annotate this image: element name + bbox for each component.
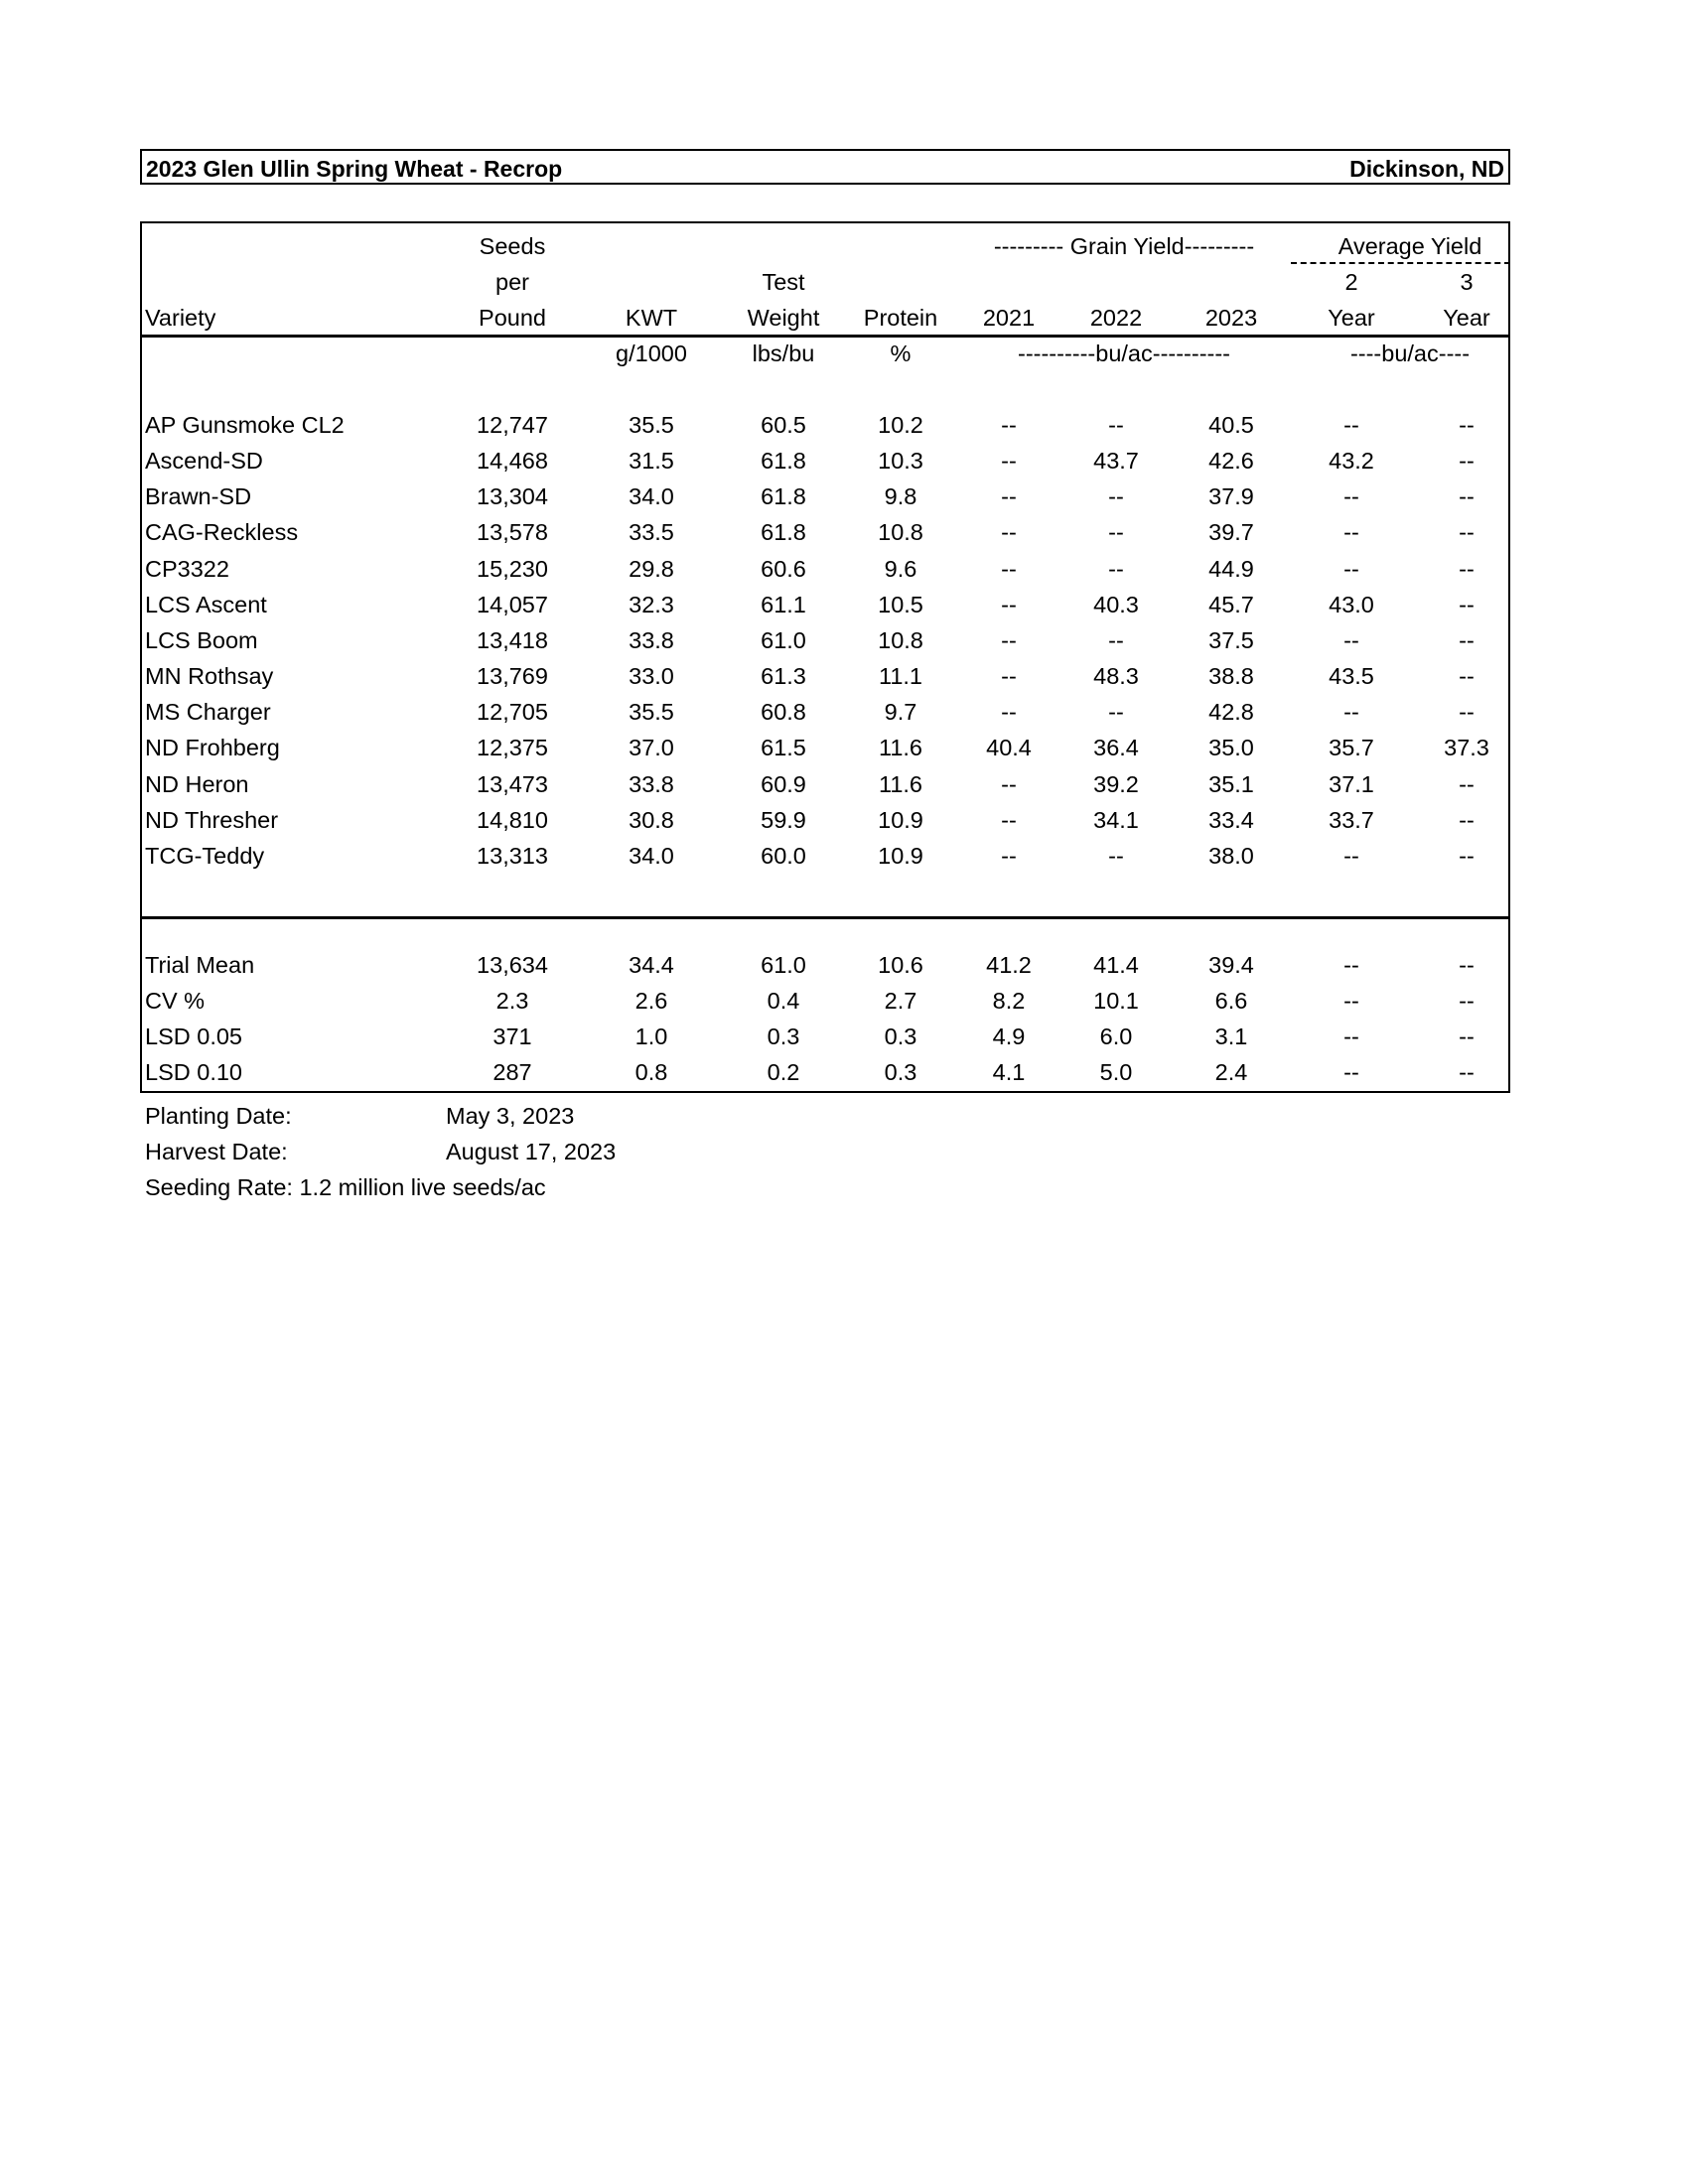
unit-kwt: g/1000: [616, 341, 687, 366]
stat-row-yield-2022: 5.0: [1099, 1059, 1133, 1085]
stat-row-yield-2022: 41.4: [1093, 952, 1139, 978]
table-row-seeds-per-pound: 12,747: [477, 412, 548, 438]
table-row-yield-2022: --: [1108, 842, 1124, 869]
table-row-yield-2022: 34.1: [1093, 806, 1139, 833]
table-row-protein: 10.3: [878, 448, 923, 475]
header-2022: 2022: [1089, 305, 1143, 331]
table-row-protein: 10.9: [878, 806, 923, 833]
table-row-test-weight: 60.9: [761, 770, 806, 797]
header-protein: Protein: [863, 305, 938, 331]
table-row-avg-3-year: 37.3: [1444, 735, 1489, 761]
table-row-avg-2-year: 43.2: [1329, 448, 1374, 475]
table-row-variety: Brawn-SD: [145, 483, 252, 510]
table-row-avg-3-year: --: [1459, 770, 1475, 797]
table-row-test-weight: 59.9: [761, 806, 806, 833]
title-bar: [140, 149, 1510, 185]
stat-row-avg-2-year: --: [1343, 988, 1359, 1014]
stat-row-variety: LSD 0.05: [145, 1024, 242, 1049]
table-row-protein: 9.7: [884, 699, 917, 726]
table-row-yield-2023: 42.8: [1208, 699, 1254, 726]
table-row-test-weight: 61.5: [761, 735, 806, 761]
table-row-seeds-per-pound: 13,578: [477, 519, 548, 546]
table-row-avg-3-year: --: [1459, 842, 1475, 869]
stat-row-avg-3-year: --: [1459, 988, 1475, 1014]
table-row-protein: 11.1: [879, 663, 922, 690]
table-row-yield-2022: 48.3: [1093, 663, 1139, 690]
table-row-variety: CP3322: [145, 555, 229, 582]
table-row-seeds-per-pound: 14,057: [477, 591, 548, 617]
table-row-yield-2021: --: [1001, 770, 1017, 797]
harvest-date-value: August 17, 2023: [446, 1139, 617, 1164]
stat-row-test-weight: 0.4: [767, 988, 800, 1014]
table-row-yield-2022: 40.3: [1093, 591, 1139, 617]
table-row-avg-2-year: 33.7: [1329, 806, 1374, 833]
stat-row-kwt: 34.4: [629, 952, 674, 978]
table-row-yield-2021: 40.4: [986, 735, 1032, 761]
table-row-avg-2-year: 43.0: [1329, 591, 1374, 617]
table-row-yield-2023: 35.1: [1208, 770, 1254, 797]
table-row-yield-2023: 37.9: [1208, 483, 1254, 510]
stat-row-protein: 0.3: [884, 1059, 917, 1085]
stat-row-seeds-per-pound: 13,634: [477, 952, 548, 978]
table-row-yield-2023: 38.8: [1208, 663, 1254, 690]
table-row-avg-3-year: --: [1459, 699, 1475, 726]
stat-row-avg-2-year: --: [1343, 1024, 1359, 1049]
header-2021: 2021: [982, 305, 1036, 331]
table-row-kwt: 35.5: [629, 699, 674, 726]
stat-row-seeds-per-pound: 2.3: [495, 988, 529, 1014]
table-row-test-weight: 61.8: [761, 448, 806, 475]
table-row-avg-2-year: 43.5: [1329, 663, 1374, 690]
table-row-protein: 11.6: [879, 770, 922, 797]
stats-divider: [140, 916, 1510, 919]
table-row-avg-2-year: --: [1343, 555, 1359, 582]
report-location: Dickinson, ND: [1349, 156, 1504, 182]
table-row-avg-2-year: --: [1343, 483, 1359, 510]
table-row-yield-2023: 39.7: [1208, 519, 1254, 546]
table-row-avg-3-year: --: [1459, 483, 1475, 510]
stat-row-protein: 2.7: [884, 988, 917, 1014]
table-row-protein: 10.9: [878, 842, 923, 869]
stat-row-test-weight: 0.3: [767, 1024, 800, 1049]
harvest-date-label: Harvest Date:: [145, 1139, 288, 1164]
stat-row-avg-3-year: --: [1459, 1059, 1475, 1085]
table-row-test-weight: 60.6: [761, 555, 806, 582]
stat-row-kwt: 0.8: [634, 1059, 668, 1085]
stat-row-yield-2022: 10.1: [1093, 988, 1139, 1014]
stat-row-test-weight: 61.0: [761, 952, 806, 978]
table-row-seeds-per-pound: 13,769: [477, 663, 548, 690]
table-row-kwt: 35.5: [629, 412, 674, 438]
stat-row-yield-2022: 6.0: [1099, 1024, 1133, 1049]
table-row-seeds-per-pound: 14,468: [477, 448, 548, 475]
header-per: per: [495, 269, 529, 295]
stat-row-avg-2-year: --: [1343, 1059, 1359, 1085]
table-row-test-weight: 61.0: [761, 626, 806, 653]
table-row-seeds-per-pound: 12,375: [477, 735, 548, 761]
stat-row-seeds-per-pound: 287: [493, 1059, 532, 1085]
table-row-kwt: 34.0: [629, 483, 674, 510]
table-row-yield-2021: --: [1001, 412, 1017, 438]
table-row-yield-2023: 40.5: [1208, 412, 1254, 438]
table-row-avg-2-year: --: [1343, 626, 1359, 653]
table-row-kwt: 33.8: [629, 770, 674, 797]
stat-row-variety: LSD 0.10: [145, 1059, 242, 1085]
table-row-protein: 11.6: [879, 735, 922, 761]
table-row-seeds-per-pound: 13,418: [477, 626, 548, 653]
table-row-yield-2021: --: [1001, 626, 1017, 653]
table-row-protein: 10.8: [878, 519, 923, 546]
table-row-protein: 10.2: [878, 412, 923, 438]
table-row-yield-2021: --: [1001, 842, 1017, 869]
stat-row-yield-2023: 39.4: [1208, 952, 1254, 978]
table-row-test-weight: 61.1: [761, 591, 806, 617]
table-row-kwt: 30.8: [629, 806, 674, 833]
planting-date-label: Planting Date:: [145, 1103, 292, 1129]
stat-row-yield-2023: 6.6: [1214, 988, 1248, 1014]
table-row-variety: LCS Ascent: [145, 591, 267, 617]
table-row-test-weight: 60.5: [761, 412, 806, 438]
table-row-yield-2022: --: [1108, 699, 1124, 726]
table-row-yield-2021: --: [1001, 591, 1017, 617]
header-variety: Variety: [145, 305, 216, 331]
stat-row-kwt: 2.6: [634, 988, 668, 1014]
table-row-kwt: 32.3: [629, 591, 674, 617]
table-row-protein: 10.5: [878, 591, 923, 617]
table-row-variety: Ascend-SD: [145, 448, 263, 475]
average-yield-underline: [1291, 262, 1510, 264]
table-row-yield-2022: 43.7: [1093, 448, 1139, 475]
table-row-avg-2-year: --: [1343, 412, 1359, 438]
table-row-yield-2023: 44.9: [1208, 555, 1254, 582]
table-row-avg-3-year: --: [1459, 663, 1475, 690]
stat-row-variety: CV %: [145, 988, 206, 1014]
table-row-variety: MN Rothsay: [145, 663, 274, 690]
table-row-variety: TCG-Teddy: [145, 842, 265, 869]
header-average-yield: Average Yield: [1337, 233, 1482, 259]
table-row-protein: 9.8: [884, 483, 917, 510]
table-row-kwt: 31.5: [629, 448, 674, 475]
table-row-variety: MS Charger: [145, 699, 271, 726]
table-row-yield-2023: 37.5: [1208, 626, 1254, 653]
table-row-yield-2021: --: [1001, 519, 1017, 546]
table-row-yield-2021: --: [1001, 663, 1017, 690]
table-row-seeds-per-pound: 15,230: [477, 555, 548, 582]
table-row-test-weight: 60.8: [761, 699, 806, 726]
table-row-kwt: 29.8: [629, 555, 674, 582]
table-row-seeds-per-pound: 13,473: [477, 770, 548, 797]
table-row-variety: LCS Boom: [145, 626, 258, 653]
report-title: 2023 Glen Ullin Spring Wheat - Recrop: [146, 156, 563, 182]
table-row-yield-2023: 35.0: [1208, 735, 1254, 761]
stat-row-yield-2021: 4.9: [992, 1024, 1026, 1049]
table-row-avg-3-year: --: [1459, 806, 1475, 833]
stat-row-protein: 0.3: [884, 1024, 917, 1049]
table-row-test-weight: 61.8: [761, 519, 806, 546]
table-row-yield-2022: --: [1108, 555, 1124, 582]
table-row-yield-2022: --: [1108, 412, 1124, 438]
header-avg3-num: 3: [1460, 269, 1474, 295]
table-row-avg-3-year: --: [1459, 626, 1475, 653]
table-row-yield-2021: --: [1001, 555, 1017, 582]
table-row-kwt: 37.0: [629, 735, 674, 761]
table-row-variety: AP Gunsmoke CL2: [145, 412, 345, 438]
table-row-yield-2023: 33.4: [1208, 806, 1254, 833]
table-row-yield-2021: --: [1001, 699, 1017, 726]
table-row-yield-2022: --: [1108, 519, 1124, 546]
stat-row-yield-2023: 3.1: [1214, 1024, 1248, 1049]
stat-row-avg-2-year: --: [1343, 952, 1359, 978]
table-row-seeds-per-pound: 14,810: [477, 806, 548, 833]
header-seeds: Seeds: [479, 233, 546, 259]
table-row-kwt: 33.0: [629, 663, 674, 690]
header-grain-yield: --------- Grain Yield---------: [993, 233, 1255, 259]
table-row-seeds-per-pound: 13,313: [477, 842, 548, 869]
table-row-test-weight: 61.3: [761, 663, 806, 690]
planting-date-value: May 3, 2023: [446, 1103, 575, 1129]
stat-row-seeds-per-pound: 371: [493, 1024, 532, 1049]
header-avg3-year: Year: [1443, 305, 1490, 331]
unit-protein: %: [890, 341, 912, 366]
header-2023: 2023: [1204, 305, 1258, 331]
table-row-variety: ND Heron: [145, 770, 249, 797]
header-weight: Weight: [747, 305, 820, 331]
table-row-avg-2-year: 35.7: [1329, 735, 1374, 761]
table-row-avg-2-year: --: [1343, 699, 1359, 726]
table-row-protein: 10.8: [878, 626, 923, 653]
stat-row-yield-2023: 2.4: [1214, 1059, 1248, 1085]
table-row-yield-2022: 39.2: [1093, 770, 1139, 797]
table-row-kwt: 33.5: [629, 519, 674, 546]
table-row-kwt: 34.0: [629, 842, 674, 869]
table-row-yield-2023: 38.0: [1208, 842, 1254, 869]
table-row-variety: ND Frohberg: [145, 735, 280, 761]
unit-test-weight: lbs/bu: [752, 341, 815, 366]
table-row-yield-2022: --: [1108, 626, 1124, 653]
table-row-yield-2023: 42.6: [1208, 448, 1254, 475]
unit-average-yield: ----bu/ac----: [1349, 341, 1471, 366]
table-row-avg-2-year: --: [1343, 519, 1359, 546]
unit-grain-yield: ----------bu/ac----------: [1017, 341, 1231, 366]
table-row-test-weight: 61.8: [761, 483, 806, 510]
table-row-variety: ND Thresher: [145, 806, 279, 833]
table-row-yield-2021: --: [1001, 448, 1017, 475]
table-row-avg-3-year: --: [1459, 519, 1475, 546]
table-row-test-weight: 60.0: [761, 842, 806, 869]
header-avg2-year: Year: [1328, 305, 1375, 331]
data-table: [140, 221, 1510, 1093]
table-row-seeds-per-pound: 13,304: [477, 483, 548, 510]
stat-row-yield-2021: 41.2: [986, 952, 1032, 978]
stat-row-yield-2021: 4.1: [992, 1059, 1026, 1085]
stat-row-avg-3-year: --: [1459, 1024, 1475, 1049]
header-pound: Pound: [479, 305, 546, 331]
table-row-avg-3-year: --: [1459, 412, 1475, 438]
table-row-avg-2-year: --: [1343, 842, 1359, 869]
seeding-rate: Seeding Rate: 1.2 million live seeds/ac: [145, 1174, 546, 1200]
table-row-yield-2022: 36.4: [1093, 735, 1139, 761]
stat-row-yield-2021: 8.2: [992, 988, 1026, 1014]
table-row-yield-2022: --: [1108, 483, 1124, 510]
stat-row-kwt: 1.0: [634, 1024, 668, 1049]
table-row-yield-2021: --: [1001, 806, 1017, 833]
header-test: Test: [762, 269, 805, 295]
table-row-avg-3-year: --: [1459, 555, 1475, 582]
header-divider: [140, 335, 1510, 338]
table-row-seeds-per-pound: 12,705: [477, 699, 548, 726]
table-row-kwt: 33.8: [629, 626, 674, 653]
stat-row-variety: Trial Mean: [145, 952, 255, 978]
table-row-avg-3-year: --: [1459, 591, 1475, 617]
table-row-avg-3-year: --: [1459, 448, 1475, 475]
table-row-avg-2-year: 37.1: [1329, 770, 1374, 797]
header-avg2-num: 2: [1344, 269, 1358, 295]
stat-row-avg-3-year: --: [1459, 952, 1475, 978]
header-kwt: KWT: [625, 305, 678, 331]
stat-row-test-weight: 0.2: [767, 1059, 800, 1085]
table-row-protein: 9.6: [884, 555, 917, 582]
table-row-yield-2023: 45.7: [1208, 591, 1254, 617]
table-row-variety: CAG-Reckless: [145, 519, 299, 546]
table-row-yield-2021: --: [1001, 483, 1017, 510]
stat-row-protein: 10.6: [878, 952, 923, 978]
